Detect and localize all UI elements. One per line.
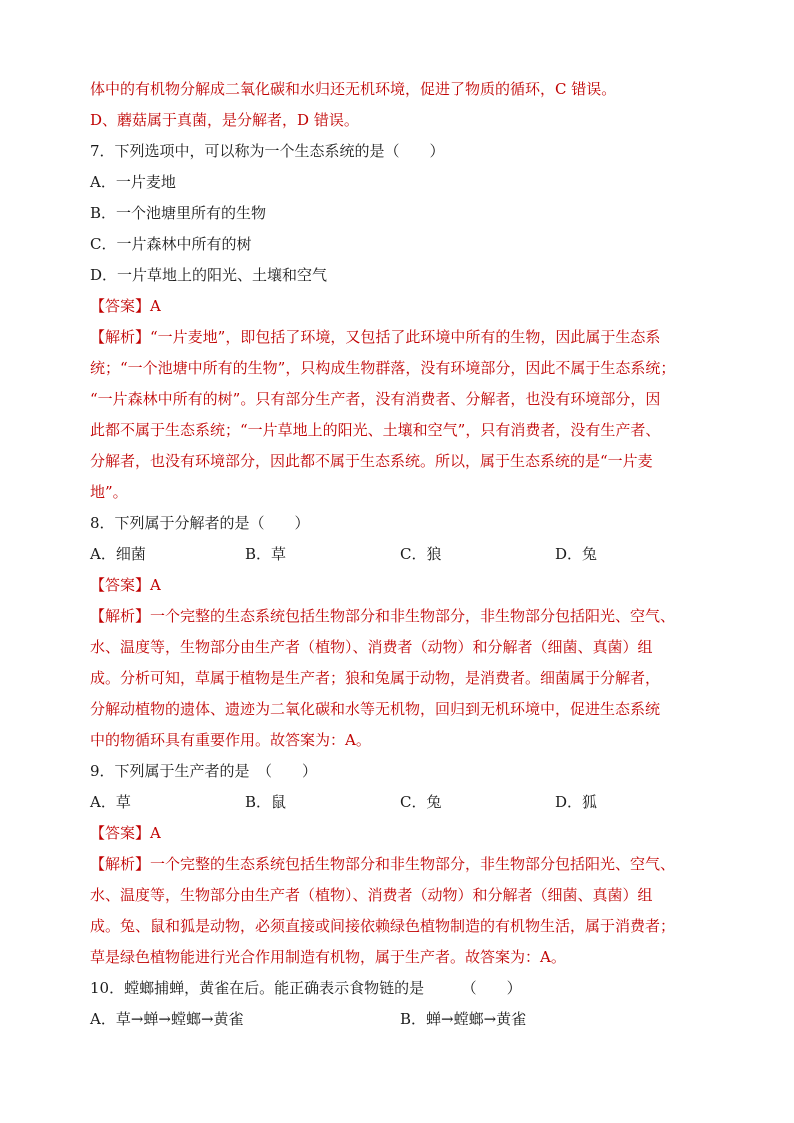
q8-option-c: C．狼 xyxy=(400,545,442,563)
q9-options xyxy=(90,787,710,818)
q7-option-b: B．一个池塘里所有的生物 xyxy=(90,204,267,222)
q8-analysis-line-5: 中的物循环具有重要作用。故答案为：A。 xyxy=(90,731,371,749)
q8-option-b: B．草 xyxy=(245,545,287,563)
q7-analysis-line-5: 分解者，也没有环境部分，因此都不属于生态系统。所以，属于生态系统的是“一片麦 xyxy=(90,452,653,470)
q10-stem: 10．螳螂捕蝉，黄雀在后。能正确表示食物链的是 （ ） xyxy=(90,979,522,997)
q8-options xyxy=(90,539,710,570)
q9-analysis-line-1 xyxy=(90,849,710,880)
q9-answer xyxy=(90,818,710,849)
carry-line-2: D、蘑菇属于真菌，是分解者，D 错误。 xyxy=(90,111,359,129)
carry-line-1: 体中的有机物分解成二氧化碳和水归还无机环境，促进了物质的循环，C 错误。 xyxy=(90,80,617,98)
answer-value: A xyxy=(150,576,161,594)
q8-option-d: D．兔 xyxy=(555,545,598,563)
q9-option-d: D．狐 xyxy=(555,793,598,811)
q9-analysis-line-4: 草是绿色植物能进行光合作用制造有机物，属于生产者。故答案为：A。 xyxy=(90,948,566,966)
q7-option-a: A．一片麦地 xyxy=(90,173,176,191)
analysis-text: 一个完整的生态系统包括生物部分和非生物部分，非生物部分包括阳光、空气、 xyxy=(150,607,676,625)
analysis-tag: 【解析】 xyxy=(90,607,151,625)
analysis-text: “一片麦地”，即包括了环境，又包括了此环境中所有的生物，因此属于生态系 xyxy=(150,328,661,346)
q8-analysis-line-3: 成。分析可知，草属于植物是生产者；狼和兔属于动物，是消费者。细菌属于分解者， xyxy=(90,669,661,687)
analysis-tag: 【解析】 xyxy=(90,855,151,873)
q8-analysis-line-4: 分解动植物的遗体、遗迹为二氧化碳和水等无机物，回归到无机环境中，促进生态系统 xyxy=(90,700,661,718)
q9-option-a: A．草 xyxy=(90,793,131,811)
q7-analysis-line-4: 此都不属于生态系统；“一片草地上的阳光、土壤和空气”，只有消费者，没有生产者、 xyxy=(90,421,661,439)
q7-analysis-line-2: 统；“一个池塘中所有的生物”，只构成生物群落，没有环境部分，因此不属于生态系统； xyxy=(90,359,676,377)
q7-analysis-line-3: “一片森林中所有的树”。只有部分生产者，没有消费者、分解者，也没有环境部分，因 xyxy=(90,390,661,408)
q9-analysis-line-2: 水、温度等，生物部分由生产者（植物）、消费者（动物）和分解者（细菌、真菌）组 xyxy=(90,886,653,904)
q10-option-a: A．草→蝉→螳螂→黄雀 xyxy=(90,1010,244,1028)
q8-answer xyxy=(90,570,710,601)
q9-analysis-line-3: 成。兔、鼠和狐是动物，必须直接或间接依赖绿色植物制造的有机物生活，属于消费者； xyxy=(90,917,676,935)
q8-option-a: A．细菌 xyxy=(90,545,146,563)
answer-value: A xyxy=(150,297,161,315)
q8-analysis-line-1 xyxy=(90,601,710,632)
analysis-text: 一个完整的生态系统包括生物部分和非生物部分，非生物部分包括阳光、空气、 xyxy=(150,855,676,873)
answer-tag: 【答案】 xyxy=(90,576,151,594)
q8-stem: 8．下列属于分解者的是（ ） xyxy=(90,514,310,532)
q9-stem: 9．下列属于生产者的是 （ ） xyxy=(90,762,318,780)
q9-option-b: B．鼠 xyxy=(245,793,287,811)
answer-tag: 【答案】 xyxy=(90,824,151,842)
q9-option-c: C．兔 xyxy=(400,793,442,811)
q10-options xyxy=(90,1004,710,1035)
q7-stem: 7．下列选项中，可以称为一个生态系统的是（ ） xyxy=(90,142,445,160)
q8-analysis-line-2: 水、温度等，生物部分由生产者（植物）、消费者（动物）和分解者（细菌、真菌）组 xyxy=(90,638,653,656)
q7-answer xyxy=(90,291,710,322)
answer-value: A xyxy=(150,824,161,842)
document-page xyxy=(90,74,710,1035)
q7-option-c: C．一片森林中所有的树 xyxy=(90,235,252,253)
q7-analysis-line-6: 地”。 xyxy=(90,483,128,501)
answer-tag: 【答案】 xyxy=(90,297,151,315)
q7-option-d: D．一片草地上的阳光、土壤和空气 xyxy=(90,266,328,284)
analysis-tag: 【解析】 xyxy=(90,328,151,346)
q7-analysis-line-1 xyxy=(90,322,710,353)
q10-option-b: B．蝉→螳螂→黄雀 xyxy=(400,1010,527,1028)
